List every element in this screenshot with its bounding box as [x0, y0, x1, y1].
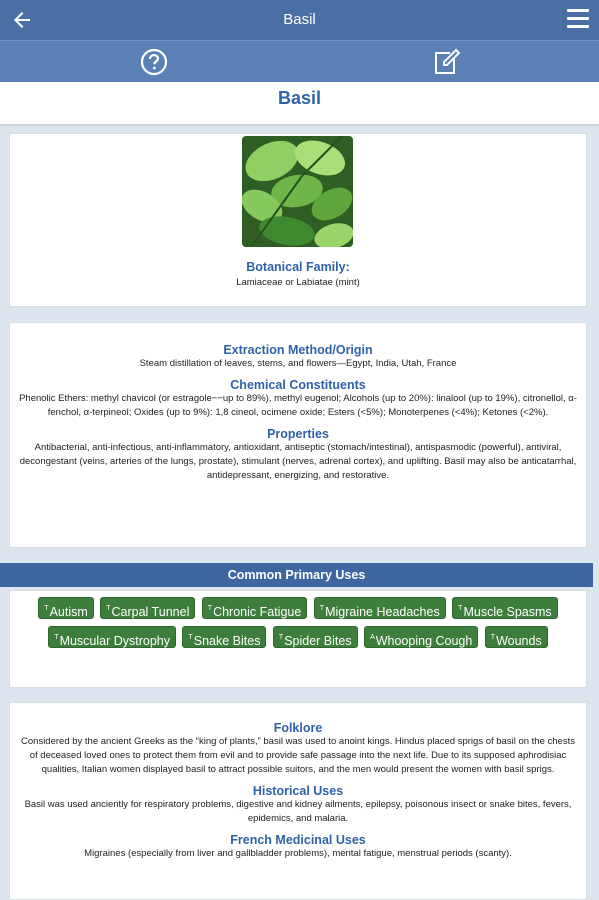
- use-tag[interactable]: $^T$Snake Bites: [182, 626, 266, 648]
- french-medicinal-heading: French Medicinal Uses: [230, 833, 366, 847]
- uses-tag-list: [20, 597, 576, 655]
- folklore-text: Considered by the ancient Greeks as the “king of plants,” basil was used to anoint kings. Hindus placed sprigs of basil on the chests of deceased loved ones to protect them from evil and to provide safe passage into the next life. Due to its supposed aphrodisiac qualities, Italian women displayed basil to attract possible suitors, and the men would present the women with basil sprigs.: [21, 736, 575, 775]
- historical-uses-heading: Historical Uses: [252, 784, 344, 798]
- extraction-heading: Extraction Method/Origin: [223, 343, 373, 357]
- use-tag[interactable]: $^A$Whooping Cough: [364, 626, 478, 648]
- botanical-family-text: Lamiaceae or Labiatae (mint): [236, 277, 360, 288]
- toolbar: [0, 40, 599, 82]
- edit-note-icon[interactable]: [431, 47, 461, 77]
- question-circle-icon[interactable]: [139, 47, 169, 77]
- basil-photo: [242, 136, 353, 247]
- app-bar: [0, 0, 599, 40]
- botanical-family-heading: Botanical Family:: [246, 260, 350, 274]
- details-card: [9, 322, 587, 548]
- constituents-text: Phenolic Ethers: methyl chavicol (or estragole−−up to 89%), methyl eugenol; Alcohols (up to 20%): linalool (up to 19%), citronellol, α-fenchol, α-terpineol; Oxides (up to 9%): 1,8 cineol, ocimene oxide; Esters (<5%); Monoterpenes (<4%); Ketones (<2%).: [19, 393, 577, 418]
- constituents-heading: Chemical Constituents: [230, 378, 366, 392]
- french-medicinal-text: Migraines (especially from liver and gallbladder problems), mental fatigue, menstrual periods (scanty).: [84, 848, 512, 859]
- properties-heading: Properties: [267, 427, 329, 441]
- use-tag[interactable]: $^T$Autism: [38, 597, 93, 619]
- historical-uses-text: Basil was used anciently for respiratory problems, digestive and kidney ailments, epilepsy, poisonous insect or snake bites, fevers, epidemics, and malaria.: [24, 799, 572, 824]
- use-tag[interactable]: $^T$Spider Bites: [273, 626, 358, 648]
- uses-card: [9, 590, 587, 688]
- botanical-card: [9, 133, 587, 307]
- hamburger-menu-icon[interactable]: [567, 9, 589, 29]
- app-title: Basil: [283, 11, 316, 28]
- use-tag[interactable]: $^T$Muscle Spasms: [452, 597, 558, 619]
- use-tag[interactable]: $^T$Wounds: [485, 626, 548, 648]
- common-primary-uses-bar: Common Primary Uses: [0, 563, 593, 587]
- properties-text: Antibacterial, anti-infectious, anti-inflammatory, antioxidant, antiseptic (stomach/intestinal), antispasmodic (powerful), antiviral, decongestant (veins, arteries of the lungs, prostate), stimulant (nerves, adrenal cortex), and uplifting. Basil may also be anticatarrhal, antidepressant, energizing, and restorative.: [19, 442, 577, 481]
- history-card: [9, 702, 587, 900]
- use-tag[interactable]: $^T$Carpal Tunnel: [100, 597, 195, 619]
- extraction-text: Steam distillation of leaves, stems, and flowers—Egypt, India, Utah, France: [139, 358, 457, 369]
- page-title: Basil: [0, 82, 599, 126]
- folklore-heading: Folklore: [273, 721, 323, 735]
- use-tag[interactable]: $^T$Migraine Headaches: [314, 597, 446, 619]
- use-tag[interactable]: $^T$Muscular Dystrophy: [48, 626, 176, 648]
- use-tag[interactable]: $^T$Chronic Fatigue: [202, 597, 308, 619]
